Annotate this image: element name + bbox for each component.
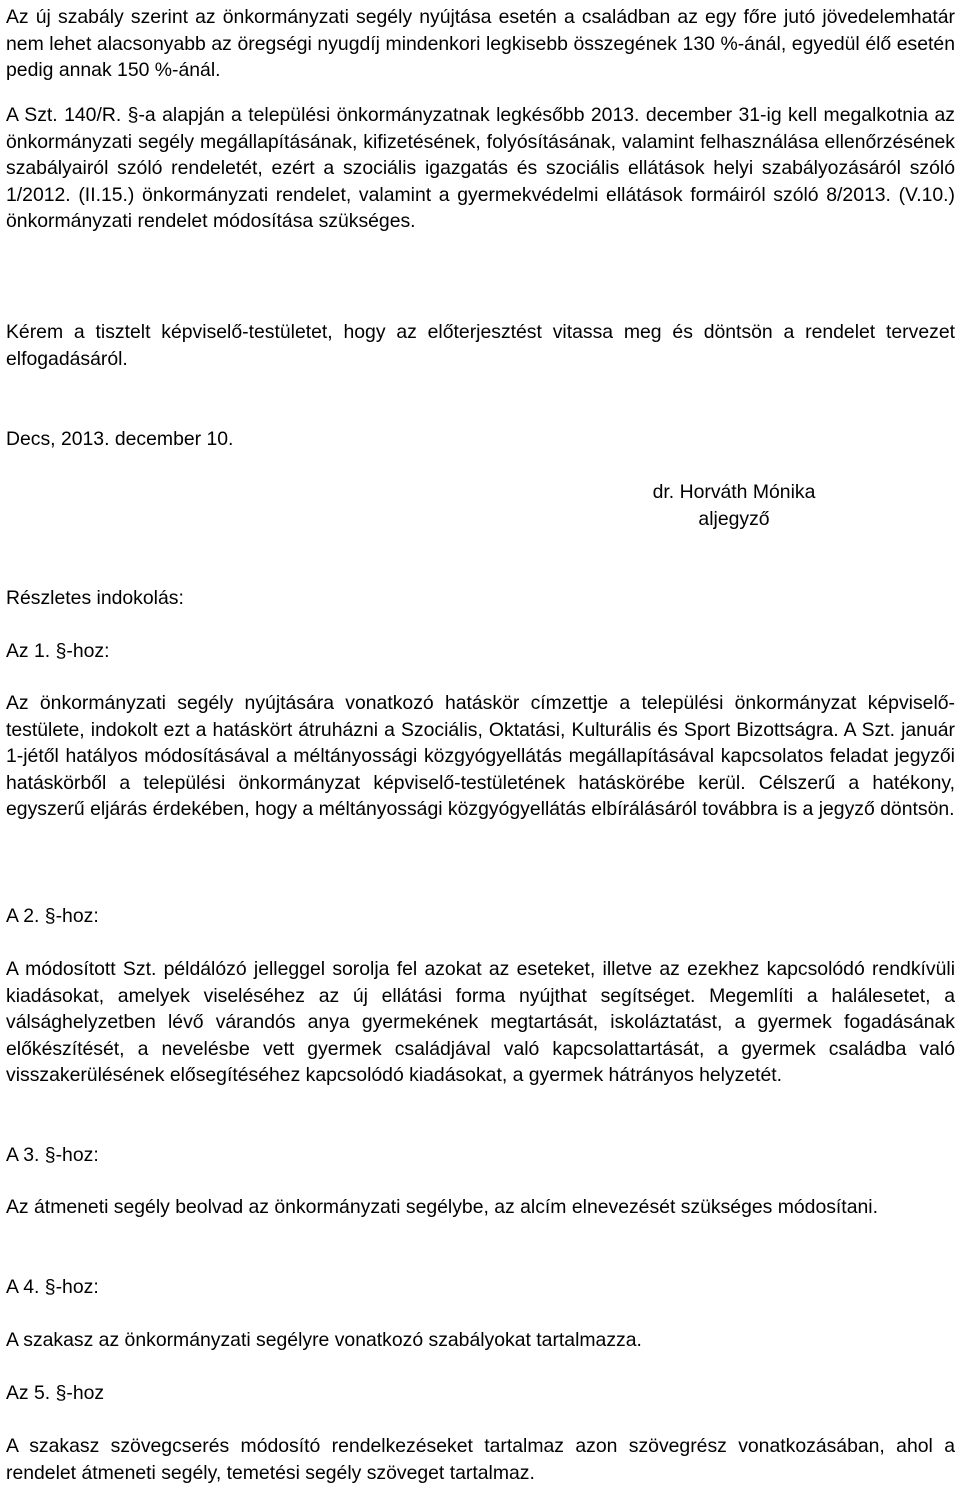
paragraph-text: A Szt. 140/R. §-a alapján a települési önkormányzatnak legkésőbb 2013. december 31-ig kell megalkotnia az önkormányzati segély megállapításának, kifizetésének, folyósításának, valamint felhasználása ellenőrzésének szabályairól szóló rendeletét, ezért a szociális igazgatás és szociális ellátások helyi szabályozásáról szóló 1/2012. (II.15.) önkormányzati rendelet, valamint a gyermekvédelmi ellátások formáiról szóló 8/2013. (V.10.) önkormányzati rendelet módosítása szükséges. [6,104,955,232]
reasoning-heading [6,585,955,612]
heading-text: A 4. §-hoz: [6,1276,99,1298]
paragraph-text: A módosított Szt. példálózó jelleggel sorolja fel azokat az eseteket, illetve az ezekhez kapcsolódó rendkívüli kiadásokat, amelyek viseléséhez az új ellátási forma nyújthat segítséget. Megemlíti a halálesetet, a válsághelyzetben lévő várandós anya gyermekének megtartását, iskoláztatást, a gyermek fogadásának előkészítését, a nevelésbe vett gyermek családjával való kapcsolattartását, a gyermek családba való visszakerülésének elősegítéséhez kapcsolódó kiadásokat, a gyermek hátrányos helyzetét. [6,958,955,1086]
heading-text: A 3. §-hoz: [6,1144,99,1166]
signature-title: aljegyző [698,508,770,530]
paragraph-text: A szakasz szövegcserés módosító rendelkezéseket tartalmaz azon szövegrész vonatkozásában, ahol a rendelet átmeneti segély, temetési segély szöveget tartalmaz. [6,1435,955,1484]
date-text: Decs, 2013. december 10. [6,428,234,450]
heading-text: Részletes indokolás: [6,587,184,609]
section-1-text [6,690,955,823]
section-1-heading [6,638,955,665]
section-3-text [6,1194,955,1221]
heading-text: Az 1. §-hoz: [6,640,110,662]
section-5-heading [6,1380,955,1407]
request-paragraph [6,319,955,372]
section-4-heading [6,1274,955,1301]
heading-text: Az 5. §-hoz [6,1382,105,1404]
paragraph-text: Kérem a tisztelt képviselő-testületet, hogy az előterjesztést vitassa meg és döntsön a rendelet tervezet elfogadásáról. [6,321,955,370]
paragraph-text: Az átmeneti segély beolvad az önkormányzati segélybe, az alcím elnevezését szükséges módosítani. [6,1196,878,1218]
signature-name: dr. Horváth Mónika [652,481,816,503]
document-date [6,426,955,453]
section-3-heading [6,1142,955,1169]
legal-basis-paragraph [6,102,955,235]
intro-paragraph [6,4,955,84]
section-2-heading [6,903,955,930]
section-5-text [6,1433,955,1486]
paragraph-text: Az önkormányzati segély nyújtására vonatkozó hatáskör címzettje a települési önkormányzat képviselő-testülete, indokolt ezt a hatáskört átruházni a Szociális, Oktatási, Kulturális és Sport Bizottságra. A Szt. január 1-jétől hatályos módosításával a méltányossági közgyógyellátás megállapításával kapcsolatos feladat jegyzői hatáskörből a települési önkormányzat képviselő-testületének hatáskörébe kerül. Célszerű a hatékony, egyszerű eljárás érdekében, hogy a méltányossági közgyógyellátás elbírálásáról továbbra is a jegyző döntsön. [6,692,955,820]
heading-text: A 2. §-hoz: [6,905,99,927]
section-4-text [6,1327,955,1354]
section-2-text [6,956,955,1089]
paragraph-text: Az új szabály szerint az önkormányzati segély nyújtása esetén a családban az egy főre jutó jövedelemhatár nem lehet alacsonyabb az öregségi nyugdíj mindenkori legkisebb összegének 130 %-ánál, egyedül élő esetén pedig annak 150 %-ánál. [6,6,955,81]
paragraph-text: A szakasz az önkormányzati segélyre vonatkozó szabályokat tartalmazza. [6,1329,642,1351]
